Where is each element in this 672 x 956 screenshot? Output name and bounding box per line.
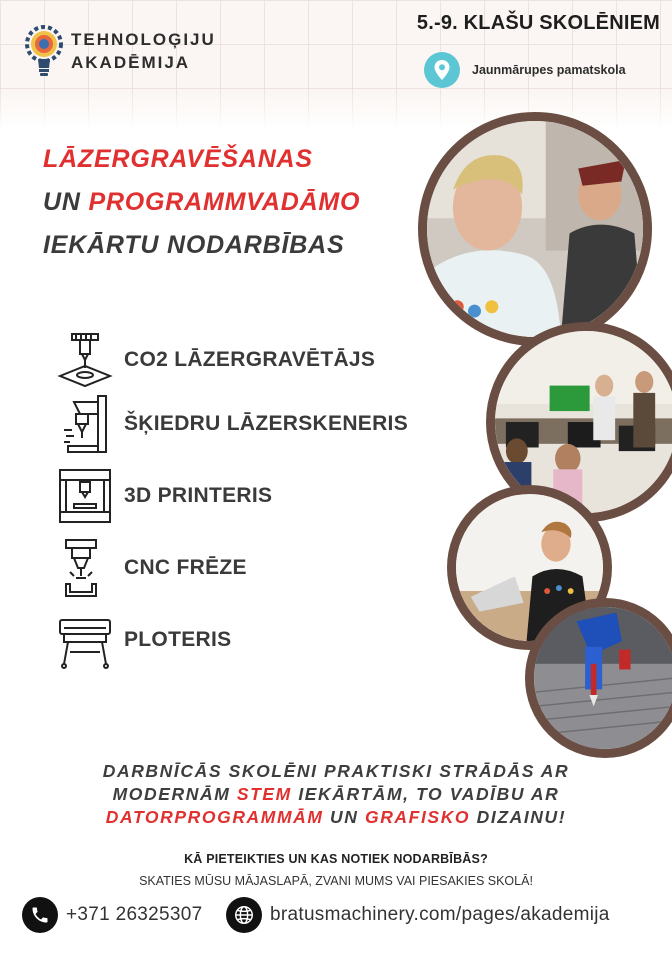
phone-icon [22,897,58,933]
page-title [43,138,360,267]
list-item [56,538,247,598]
list-item [56,466,272,526]
feature-label: PLOTERIS [124,628,232,651]
list-item [56,330,375,390]
phone-number[interactable]: +371 26325307 [66,904,203,925]
website-link[interactable]: bratusmachinery.com/pages/akademija [270,904,610,925]
tagline-stem-highlight: STEM [236,784,292,804]
info-subtext: SKATIES MŪSU MĀJASLAPĀ, ZVANI MUMS VAI PIESAKIES SKOLĀ! [139,874,533,888]
cnc-mill-icon [56,538,114,598]
logo-line-1: TEHNOLOĢIJU [71,30,216,49]
feature-label: CNC FRĒZE [124,556,247,579]
globe-icon [226,897,262,933]
lightbulb-gear-logo-icon [24,24,64,78]
3d-printer-icon [56,466,114,526]
feature-label: 3D PRINTERIS [124,484,273,507]
location [424,52,626,88]
audience-heading: 5.-9. KLAŠU SKOLĒNIEM [416,12,660,34]
tagline-part-5: UN [323,807,365,827]
info-question: KĀ PIETEIKTIES UN KAS NOTIEK NODARBĪBĀS? [184,852,488,866]
laser-engraver-icon [56,330,114,390]
logo-line-2: AKADĒMIJA [71,53,191,72]
feature-label: CO2 LĀZERGRAVĒTĀJS [124,348,376,371]
tagline-graphic-highlight: GRAFISKO [364,807,471,827]
location-pin-icon [424,52,460,88]
tagline-software-highlight: DATORPROGRAMMĀM [105,807,324,827]
title-line-1: LĀZERGRAVĒŠANAS [43,145,313,173]
plotter-icon [56,610,114,670]
title-line-3: IEKĀRTU NODARBĪBAS [43,231,345,259]
phone-contact[interactable] [22,897,203,933]
tagline-part-1: DARBNĪCĀS SKOLĒNI PRAKTISKI STRĀDĀS AR [102,761,570,781]
list-item [56,610,231,670]
logo [24,24,216,78]
photo-laser-head [525,598,672,758]
title-line-2-highlight: PROGRAMMVADĀMO [88,188,361,216]
photo-student-portrait [418,112,652,346]
location-text: Jaunmārupes pamatskola [472,63,626,77]
tagline [20,760,652,829]
tagline-part-6: DIZAINU! [470,807,567,827]
fiber-laser-icon [56,394,114,454]
feature-label: ŠĶIEDRU LĀZERSKENERIS [124,412,408,435]
website-contact[interactable] [226,897,610,933]
tagline-part-2: MODERNĀM [112,784,237,804]
tagline-part-3: IEKĀRTĀM, TO VADĪBU AR [291,784,560,804]
title-line-2a: UN [43,188,89,216]
list-item [56,394,408,454]
